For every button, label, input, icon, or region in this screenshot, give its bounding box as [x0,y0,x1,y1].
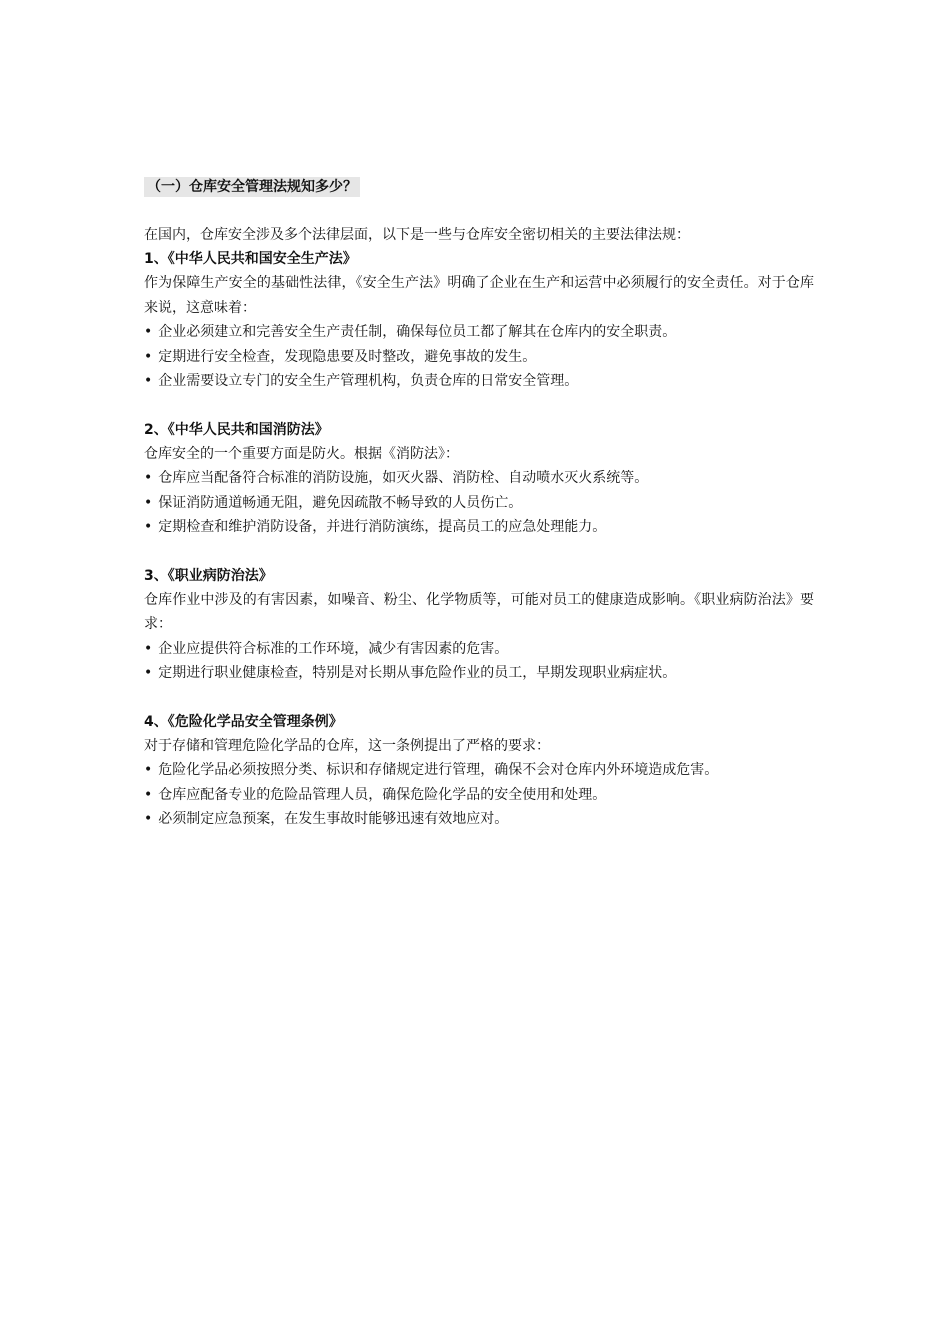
section-heading: 2、《中华人民共和国消防法》 [144,421,329,438]
bullet-item: • 仓库应当配备符合标准的消防设施，如灭火器、消防栓、自动喷水灭火系统等。 [144,466,814,491]
bullet-item: • 定期进行安全检查，发现隐患要及时整改，避免事故的发生。 [144,345,814,370]
bullet-item: • 保证消防通道畅通无阻，避免因疏散不畅导致的人员伤亡。 [144,491,814,516]
bullet-list [144,758,814,832]
document-title: （一）仓库安全管理法规知多少？ [144,177,360,197]
bullet-list [144,466,814,540]
bullet-item: • 仓库应配备专业的危险品管理人员，确保危险化学品的安全使用和处理。 [144,783,814,808]
section-paragraph: 对于存储和管理危险化学品的仓库，这一条例提出了严格的要求： [144,737,550,754]
section-paragraph: 仓库安全的一个重要方面是防火。根据《消防法》： [144,445,459,462]
section-safety-production-law [144,247,814,394]
section-paragraph: 仓库作业中涉及的有害因素，如噪音、粉尘、化学物质等，可能对员工的健康造成影响。《职业病防治法》要求： [144,591,814,632]
section-heading: 1、《中华人民共和国安全生产法》 [144,251,357,267]
section-fire-protection-law [144,418,814,540]
section-hazardous-chemicals-regulation [144,710,814,832]
section-heading: 3、《职业病防治法》 [144,567,273,584]
document-page [144,176,814,832]
bullet-item: • 企业必须建立和完善安全生产责任制，确保每位员工都了解其在仓库内的安全职责。 [144,320,814,345]
bullet-item: • 必须制定应急预案，在发生事故时能够迅速有效地应对。 [144,807,814,832]
bullet-item: • 危险化学品必须按照分类、标识和存储规定进行管理，确保不会对仓库内外环境造成危害。 [144,758,814,783]
bullet-item: • 企业应提供符合标准的工作环境，减少有害因素的危害。 [144,637,814,662]
section-occupational-disease-law [144,564,814,686]
bullet-item: • 企业需要设立专门的安全生产管理机构，负责仓库的日常安全管理。 [144,369,814,394]
bullet-list [144,320,814,394]
bullet-item: • 定期进行职业健康检查，特别是对长期从事危险作业的员工，早期发现职业病症状。 [144,661,814,686]
bullet-item: • 定期检查和维护消防设备，并进行消防演练，提高员工的应急处理能力。 [144,515,814,540]
section-heading: 4、《危险化学品安全管理条例》 [144,713,343,730]
intro-paragraph: 在国内，仓库安全涉及多个法律层面，以下是一些与仓库安全密切相关的主要法律法规： [144,227,690,243]
section-paragraph: 作为保障生产安全的基础性法律，《安全生产法》明确了企业在生产和运营中必须履行的安全责任。对于仓库来说，这意味着： [144,275,814,316]
bullet-list [144,637,814,686]
